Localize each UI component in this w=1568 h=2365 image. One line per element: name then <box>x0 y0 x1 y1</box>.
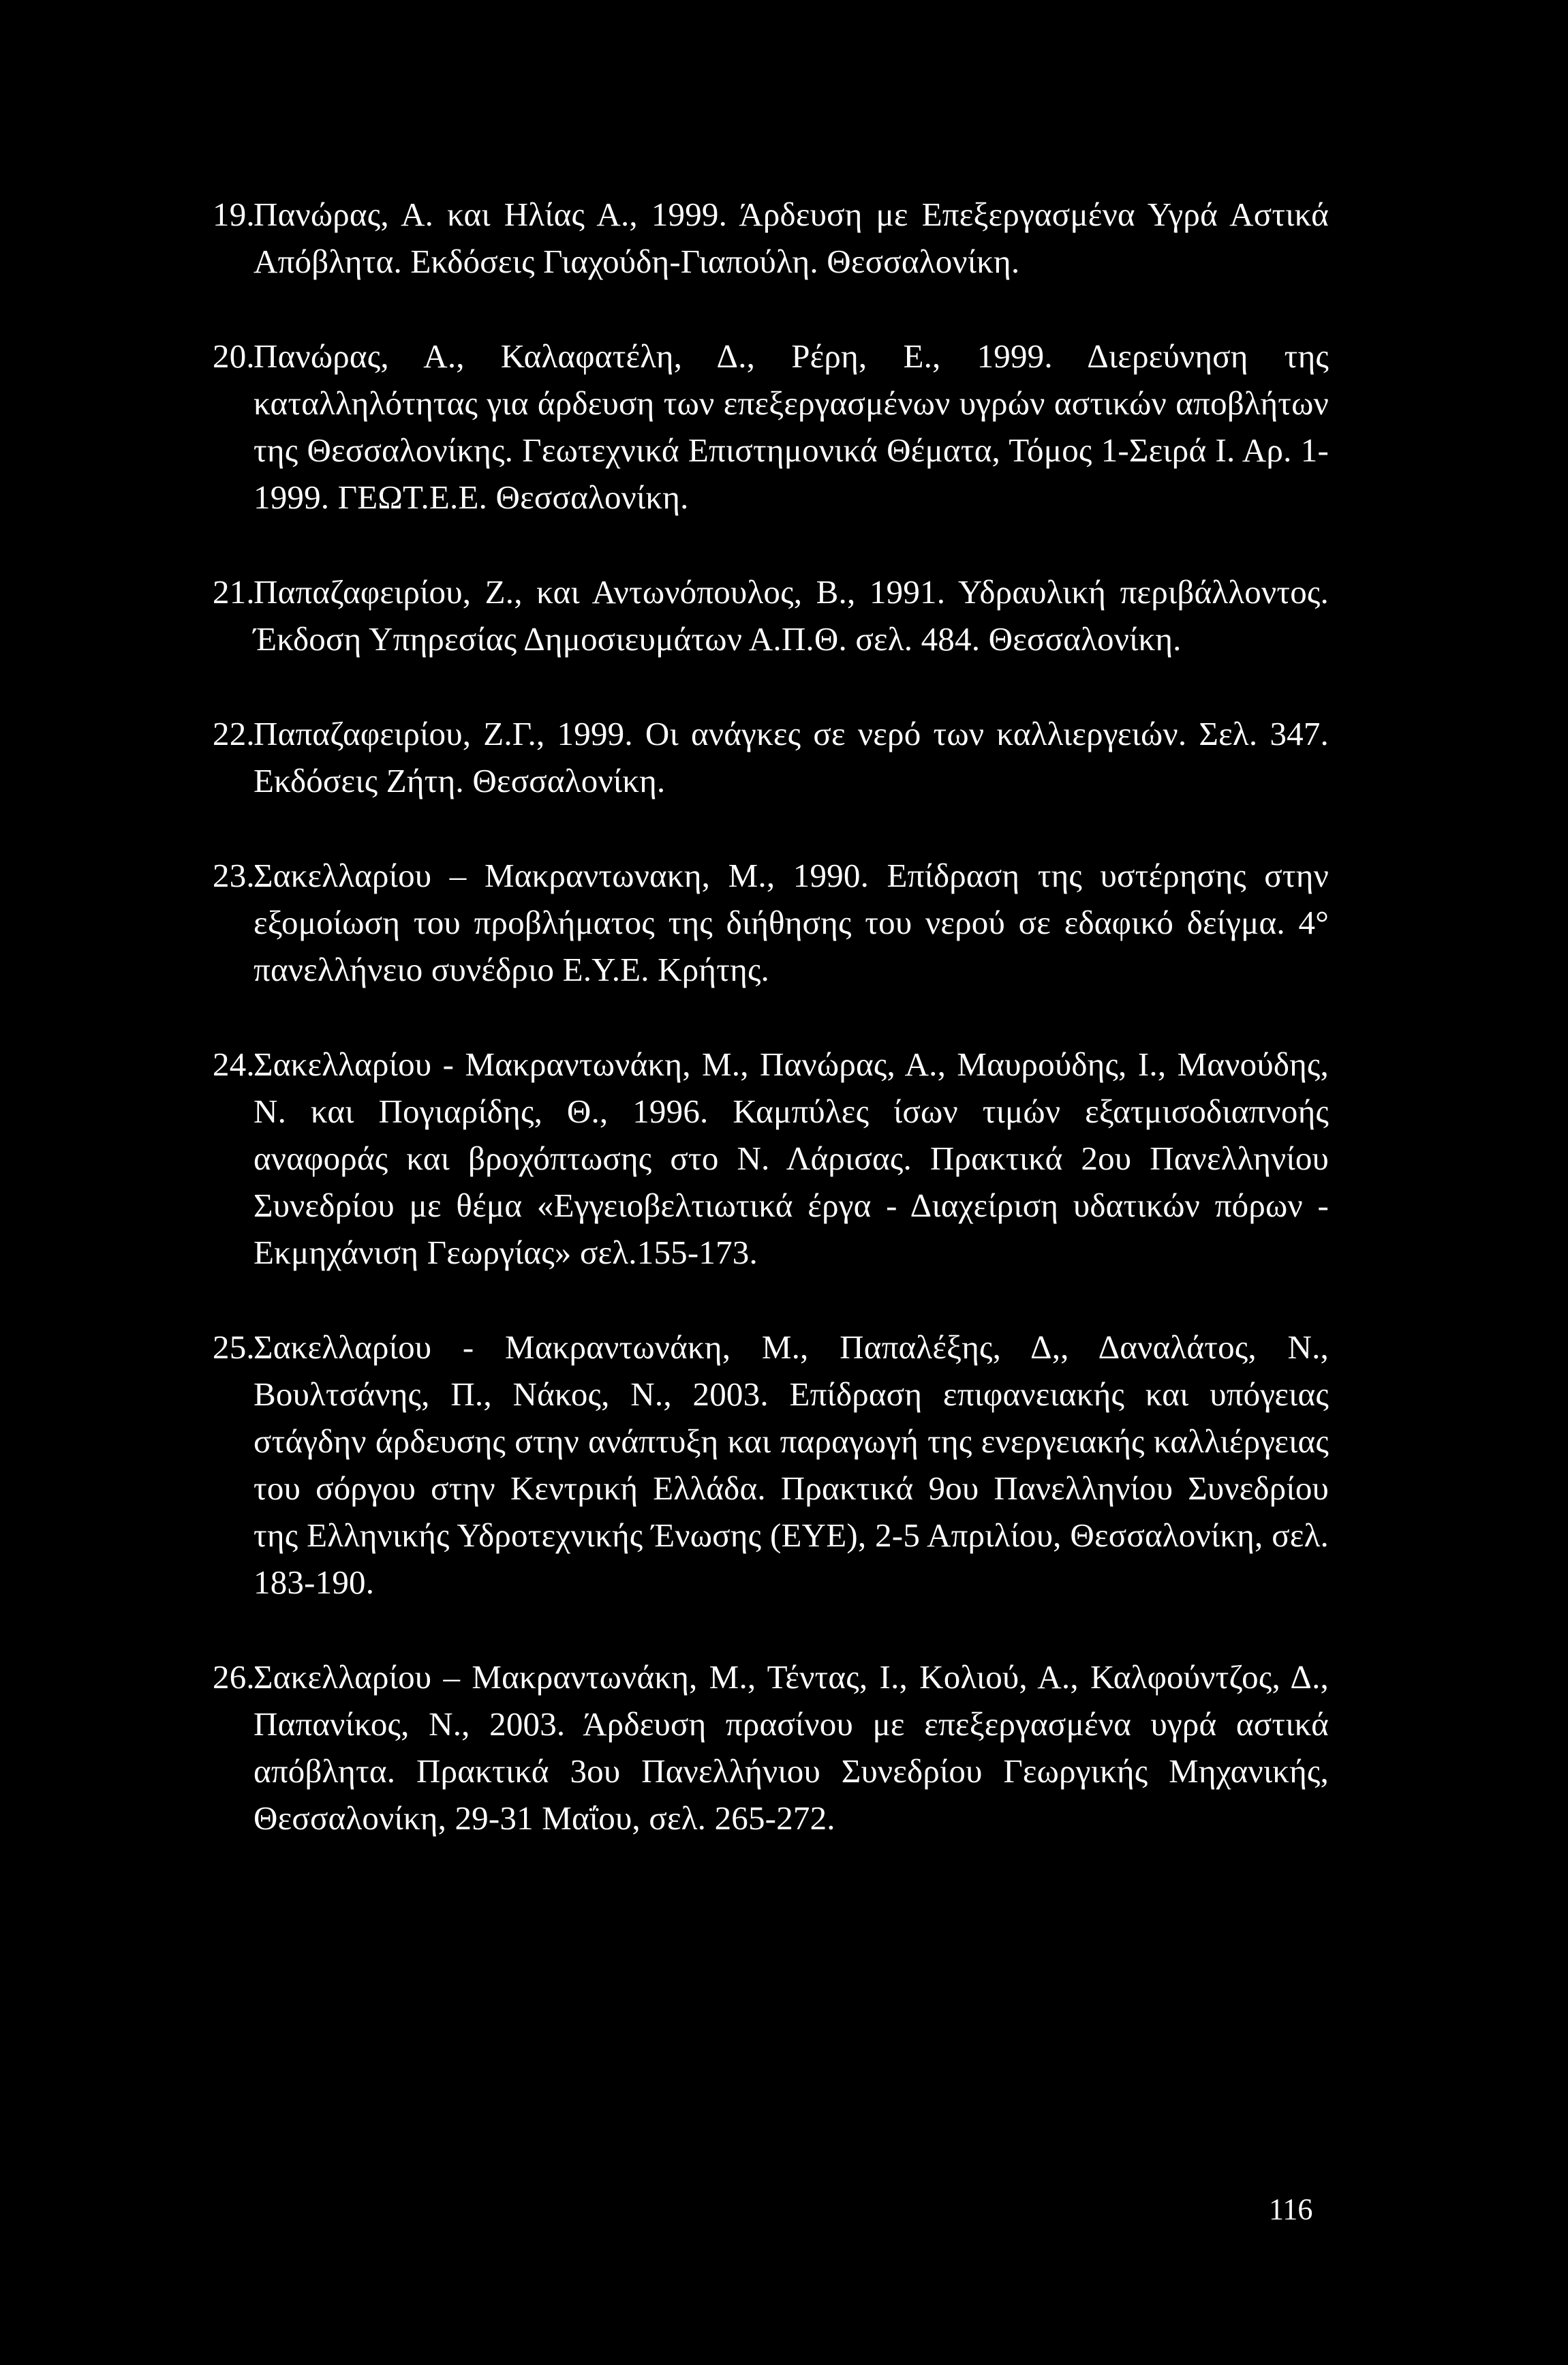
reference-list <box>213 191 1329 1889</box>
reference-text: Σακελλαρίου - Μακραντωνάκη, Μ., Παπαλέξης, Δ,, Δαναλάτος, Ν., Βουλτσάνης, Π., Νάκος, Ν., 2003. Επίδραση επιφανειακής και υπόγειας στάγδην άρδευσης στην ανάπτυξη και παραγωγή της ενεργειακής καλλιέργειας του σόργου στην Κεντρική Ελλάδα. Πρακτικά 9ου Πανελληνίου Συνεδρίου της Ελληνικής Υδροτεχνικής Ένωσης (ΕΥΕ), 2-5 Απριλίου, Θεσσαλονίκη, σελ. 183-190. <box>253 1328 1329 1601</box>
reference-item <box>213 333 1329 521</box>
reference-number: 20. <box>213 337 255 375</box>
reference-item <box>213 568 1329 662</box>
reference-number: 19. <box>213 196 255 233</box>
reference-item <box>213 852 1329 993</box>
reference-number: 23. <box>213 857 255 894</box>
reference-item <box>213 1324 1329 1606</box>
reference-number: 21. <box>213 573 255 611</box>
reference-item <box>213 191 1329 285</box>
reference-item <box>213 1653 1329 1842</box>
reference-number: 24. <box>213 1046 255 1083</box>
reference-text: Σακελλαρίου - Μακραντωνάκη, Μ., Πανώρας, Α., Μαυρούδης, Ι., Μανούδης, Ν. και Πογιαρίδης, Θ., 1996. Καμπύλες ίσων τιμών εξατμισοδιαπνοής αναφοράς και βροχόπτωσης στο Ν. Λάρισας. Πρακτικά 2ου Πανελληνίου Συνεδρίου με θέμα «Εγγειοβελτιωτικά έργα - Διαχείριση υδατικών πόρων - Εκμηχάνιση Γεωργίας» σελ.155-173. <box>253 1046 1329 1271</box>
reference-item <box>213 1041 1329 1276</box>
reference-number: 22. <box>213 715 255 752</box>
reference-number: 26. <box>213 1658 255 1696</box>
reference-text: Παπαζαφειρίου, Ζ.Γ., 1999. Οι ανάγκες σε νερό των καλλιεργειών. Σελ. 347. Εκδόσεις Ζήτη. Θεσσαλονίκη. <box>253 715 1329 799</box>
reference-text: Πανώρας, Α., Καλαφατέλη, Δ., Ρέρη, Ε., 1999. Διερεύνηση της καταλληλότητας για άρδευση των επεξεργασμένων υγρών αστικών αποβλήτων της Θεσσαλονίκης. Γεωτεχνικά Επιστημονικά Θέματα, Τόμος 1-Σειρά Ι. Αρ. 1-1999. ΓΕΩΤ.Ε.Ε. Θεσσαλονίκη. <box>253 337 1329 516</box>
reference-text: Πανώρας, Α. και Ηλίας Α., 1999. Άρδευση με Επεξεργασμένα Υγρά Αστικά Απόβλητα. Εκδόσεις Γιαχούδη-Γιαπούλη. Θεσσαλονίκη. <box>253 196 1329 280</box>
reference-item <box>213 710 1329 804</box>
page-number: 116 <box>1269 2193 1313 2226</box>
reference-text: Σακελλαρίου – Μακραντωνακη, Μ., 1990. Επίδραση της υστέρησης στην εξομοίωση του προβλήματος της διήθησης του νερού σε εδαφικό δείγμα. 4° πανελλήνειο συνέδριο Ε.Υ.Ε. Κρήτης. <box>253 857 1329 988</box>
reference-text: Παπαζαφειρίου, Ζ., και Αντωνόπουλος, Β., 1991. Υδραυλική περιβάλλοντος. Έκδοση Υπηρεσίας Δημοσιευμάτων Α.Π.Θ. σελ. 484. Θεσσαλονίκη. <box>253 573 1329 658</box>
reference-text: Σακελλαρίου – Μακραντωνάκη, Μ., Τέντας, Ι., Κολιού, Α., Καλφούντζος, Δ., Παπανίκος, Ν., 2003. Άρδευση πρασίνου με επεξεργασμένα υγρά αστικά απόβλητα. Πρακτικά 3ου Πανελλήνιου Συνεδρίου Γεωργικής Μηχανικής, Θεσσαλονίκη, 29-31 Μαΐου, σελ. 265-272. <box>253 1658 1329 1837</box>
reference-number: 25. <box>213 1328 255 1366</box>
